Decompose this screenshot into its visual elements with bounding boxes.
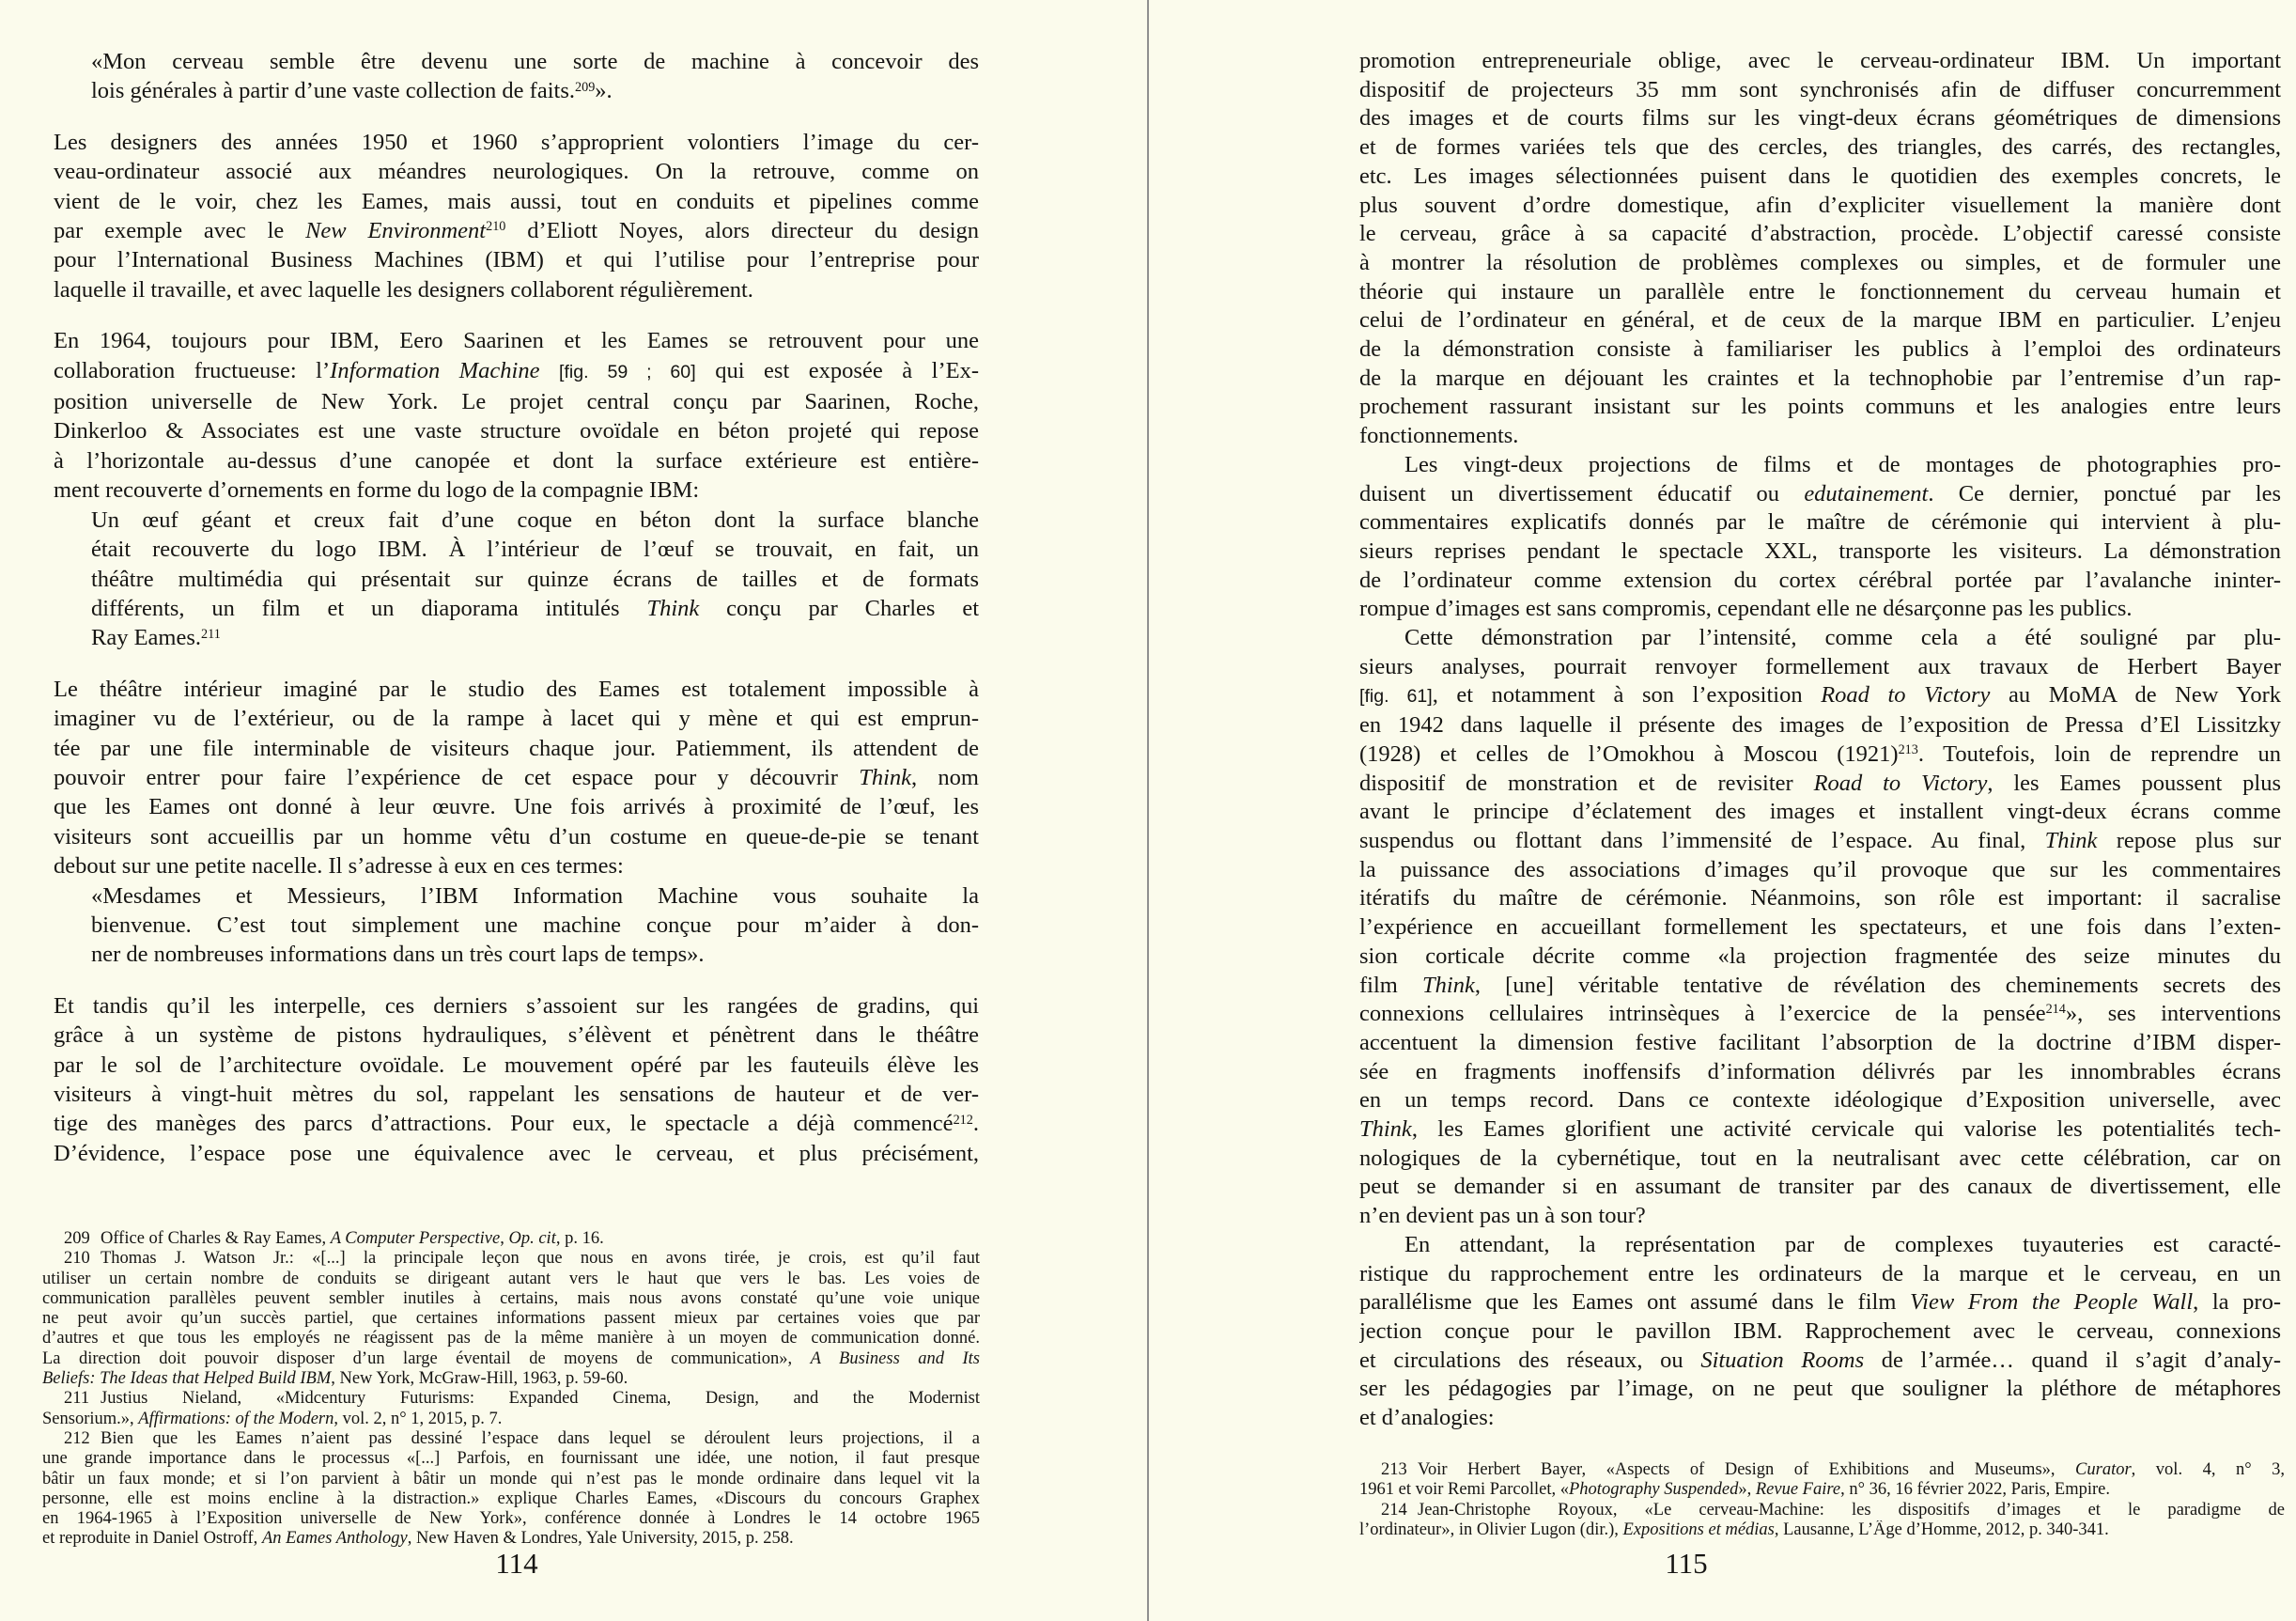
text-line: théorie qui instaure un parallèle entre le fonctionnement du cerveau humain et — [1359, 278, 2281, 304]
text-line: «Mesdames et Messieurs, l’IBM Information Machine vous souhaite la — [91, 882, 979, 909]
text-line: de la démonstration consiste à familiariser les publics à l’emploi des ordinateurs — [1359, 336, 2281, 363]
text-line: Dinkerloo & Associates est une vaste structure ovoïdale en béton projeté qui repose — [54, 418, 979, 444]
text-line: etc. Les images sélectionnées puisent dans le quotidien des exemples concrets, le — [1359, 163, 2281, 189]
text-line: debout sur une petite nacelle. Il s’adresse à eux en ces termes: — [54, 853, 624, 880]
footnote-marker: 210 — [486, 219, 506, 235]
text-line: et d’analogies: — [1359, 1405, 1495, 1431]
text-line: la puissance des associations d’images qu’il provoque que sur les commentaires — [1359, 856, 2281, 882]
text-line: lois générales à partir d’une vaste collection de faits.$^{209}$». — [91, 78, 613, 104]
footnote-line: Beliefs: The Ideas that Helped Build IBM, New York, McGraw-Hill, 1963, p. 59-60. — [42, 1369, 628, 1389]
block-quote — [91, 47, 979, 106]
footnote-line: utiliser un certain nombre de conduits se dirigeant autant vers le haut que vers le bas. Les voies de — [42, 1269, 980, 1288]
footnote-line: La direction doit pouvoir disposer d’un large éventail de moyens de communication», A Business and Its — [42, 1348, 980, 1368]
text-line: et circulations des réseaux, ou Situation Rooms de l’armée… quand il s’agit d’analy- — [1359, 1347, 2281, 1373]
footnote-line: d’autres et que tous les employés ne réagissent pas de la même manière à un moyen de communication donné. — [42, 1329, 980, 1348]
footnote-number: 212 — [64, 1428, 90, 1448]
text-line: Ray Eames.$^{211}$ — [91, 625, 221, 651]
text-line: tige des manèges des parcs d’attractions. Pour eux, le spectacle a déjà commencé$^{212}$. — [54, 1111, 979, 1137]
text-line: le cerveau, grâce à sa capacité d’abstraction, procède. L’objectif caressé consiste — [1359, 221, 2281, 247]
text-line: n’en devient pas un à son tour? — [1359, 1203, 1646, 1229]
footnote-line: communication parallèles peuvent sembler inutiles à certains, mais nous avons constaté qu’une voie unique — [42, 1288, 980, 1308]
text-line: pour l’International Business Machines (IBM) et qui l’utilise pour l’entreprise pour — [54, 247, 979, 273]
text-line: jection conçue pour le pavillon IBM. Rapprochement avec le cerveau, connexions — [1359, 1317, 2281, 1344]
text-line: «Mon cerveau semble être devenu une sorte de machine à concevoir des — [91, 49, 979, 74]
text-line: imaginer vu de l’extérieur, ou de la rampe à lacet qui y mène et qui est emprun- — [54, 706, 979, 732]
text-line: des images et de courts films sur les vingt-deux écrans géométriques de dimensions — [1359, 105, 2281, 132]
footnote-number: 209 — [64, 1229, 90, 1248]
footnote-number: 214 — [1381, 1500, 1407, 1520]
text-line: sée en fragments inoffensifs d’information délivrés par les innombrables écrans — [1359, 1058, 2281, 1084]
text-line: En attendant, la représentation par de complexes tuyauteries est caracté- — [1404, 1231, 2281, 1257]
text-line: dispositif de monstration et de revisiter Road to Victory, les Eames poussent plus — [1359, 770, 2281, 796]
text-line: collaboration fructueuse: l’Information Machine [fig. 59 ; 60] qui est exposée à l’Ex- — [54, 357, 979, 383]
footnote-first-line: 210 Thomas J. Watson Jr.: «[...] la principale leçon que nous en avons tirée, je crois, est qu’il faut — [64, 1249, 980, 1269]
text-line: fonctionnements. — [1359, 423, 1519, 449]
text-line: dispositif de projecteurs 35 mm sont synchronisés afin de diffuser concurremment — [1359, 76, 2281, 102]
footnote-line: et reproduite in Daniel Ostroff, An Eames Anthology, New Haven & Londres, Yale University, 2015, p. 258. — [42, 1529, 794, 1549]
text-line: Les designers des années 1950 et 1960 s’approprient volontiers l’image du cer- — [54, 129, 979, 155]
text-line: pouvoir entrer pour faire l’expérience de cet espace pour y découvrir Think, nom — [54, 764, 979, 790]
paragraph — [1359, 1231, 2281, 1433]
text-line: ner de nombreuses informations dans un très court laps de temps». — [91, 942, 705, 968]
text-line: Think, les Eames glorifient une activité cervicale qui valorise les potentialités tech- — [1359, 1116, 2281, 1143]
text-line: connexions cellulaires intrinsèques à l’exercice de la pensée$^{214}$», ses interventions — [1359, 1001, 2281, 1027]
text-line: accentuent la dimension festive facilitant l’absorption de la doctrine d’IBM disper- — [1359, 1029, 2281, 1055]
text-line: à montrer la résolution de problèmes complexes ou simples, et de formuler une — [1359, 249, 2281, 275]
page-115-number: 115 — [1665, 1547, 1708, 1580]
text-line: en 1942 dans laquelle il présente des images de l’exposition de Pressa d’El Lissitzky — [1359, 712, 2281, 739]
paragraph — [1359, 624, 2281, 1231]
text-line: Cette démonstration par l’intensité, comme cela a été souligné par plu- — [1404, 625, 2281, 651]
text-line: bienvenue. C’est tout simplement une machine conçue pour m’aider à don- — [91, 912, 979, 938]
text-line: plus souvent d’ordre domestique, afin d’expliciter visuellement la manière dont — [1359, 192, 2281, 218]
text-line: à l’horizontale au-dessus d’une canopée et dont la surface extérieure est entière- — [54, 447, 979, 474]
footnote-line: Sensorium.», Affirmations: of the Modern, vol. 2, n° 1, 2015, p. 7. — [42, 1409, 503, 1428]
text-line: grâce à un système de pistons hydrauliques, s’élèvent et pénètrent dans le théâtre — [54, 1022, 979, 1049]
text-line: sieurs analyses, pourrait renvoyer formellement aux travaux de Herbert Bayer — [1359, 653, 2281, 679]
footnote-first-line: 211 Justius Nieland, «Midcentury Futurisms: Expanded Cinema, Design, and the Modernist — [64, 1389, 980, 1409]
text-line: prochement rassurant insistant sur les points communs et les analogies entre leurs — [1359, 394, 2281, 420]
text-line: laquelle il travaille, et avec laquelle les designers collaborent régulièrement. — [54, 276, 753, 303]
footnote-line: bâtir un faux monde; et si l’on parvient à bâtir un monde qui n’est pas le monde ordinaire dans lequel vit la — [42, 1469, 980, 1489]
text-line: rompue d’images est sans compromis, cependant elle ne désarçonne pas les publics. — [1359, 596, 2133, 622]
footnote-first-line: 209 Office of Charles & Ray Eames, A Computer Perspective, Op. cit, p. 16. — [64, 1229, 604, 1248]
page-115-footnotes — [1359, 1460, 2285, 1540]
page-114-body — [54, 47, 979, 1168]
text-line: ser les pédagogies par l’image, on ne peut que souligner la pléthore de métaphores — [1359, 1376, 2281, 1402]
footnote-marker: 209 — [574, 79, 596, 95]
text-line: position universelle de New York. Le projet central conçu par Saarinen, Roche, — [54, 389, 979, 415]
page-115-body — [1359, 47, 2281, 1433]
text-line: ment recouverte d’ornements en forme du logo de la compagnie IBM: — [54, 477, 700, 504]
footnote-number: 213 — [1381, 1460, 1407, 1479]
footnote-line: personne, elle est moins encline à la distraction.» explique Charles Eames, «Discours du concours Graphex — [42, 1489, 980, 1508]
text-line: celui de l’ordinateur en général, et de ceux de la marque IBM en particulier. L’enjeu — [1359, 307, 2281, 334]
text-line: Le théâtre intérieur imaginé par le studio des Eames est totalement impossible à — [54, 676, 979, 702]
text-line: duisent un divertissement éducatif ou edutainement. Ce dernier, ponctué par les — [1359, 480, 2281, 507]
block-quote — [91, 506, 979, 653]
footnote-line: une grande importance dans le processus «[...] Parfois, en fournissant une idée, une notion, il faut presque — [42, 1449, 980, 1469]
text-line: nologiques de la cybernétique, tout en la neutralisant avec cette célébration, car on — [1359, 1145, 2281, 1171]
text-line: D’évidence, l’espace pose une équivalence avec le cerveau, et plus précisément, — [54, 1140, 979, 1166]
text-line: [fig. 61], et notamment à son l’exposition Road to Victory au MoMA de New York — [1359, 682, 2281, 709]
footnote-line: en 1964-1965 à l’Exposition universelle de New York», conférence donnée à Londres le 14 octobre 1965 — [42, 1509, 980, 1529]
text-line: Et tandis qu’il les interpelle, ces derniers s’assoient sur les rangées de gradins, qui — [54, 992, 979, 1019]
paragraph — [1359, 47, 2281, 451]
footnote-marker: 214 — [2045, 1002, 2066, 1018]
paragraph — [1359, 451, 2281, 624]
text-line: veau-ordinateur associé aux méandres neurologiques. On la retrouve, comme on — [54, 159, 979, 185]
block-quote — [91, 881, 979, 970]
footnote-first-line: 212 Bien que les Eames n’aient pas dessiné l’espace dans lequel se déroulent leurs projections, il a — [64, 1428, 980, 1448]
text-line: En 1964, toujours pour IBM, Eero Saarinen et les Eames se retrouvent pour une — [54, 328, 979, 354]
footnote-first-line: 213 Voir Herbert Bayer, «Aspects of Design of Exhibitions and Museums», Curator, vol. 4, n° 3, — [1381, 1460, 2285, 1479]
text-line: Un œuf géant et creux fait d’une coque en béton dont la surface blanche — [91, 507, 979, 533]
text-line: de la marque en déjouant les craintes et la technophobie par l’entremise d’un rap- — [1359, 365, 2281, 391]
figure-reference: [fig. 59 ; 60] — [559, 361, 696, 382]
text-line: visiteurs à vingt-huit mètres du sol, rappelant les sensations de hauteur et de ver- — [54, 1082, 979, 1107]
paragraph — [54, 675, 979, 881]
text-line: par le sol de l’architecture ovoïdale. Le mouvement opéré par les fauteuils élève les — [54, 1052, 979, 1078]
text-line: peut se demander si en assumant de transiter par des canaux de divertissement, elle — [1359, 1174, 2281, 1200]
text-line: avant le principe d’éclatement des images et installent vingt-deux écrans comme — [1359, 799, 2281, 825]
footnote-line: 1961 et voir Remi Parcollet, «Photography Suspended», Revue Faire, n° 36, 16 février 2022, Paris, Empire. — [1359, 1480, 2110, 1500]
text-line: parallélisme que les Eames ont assumé dans le film View From the People Wall, la pro- — [1359, 1289, 2281, 1316]
text-line: différents, un film et un diaporama intitulés Think conçu par Charles et — [91, 595, 979, 621]
text-line: en un temps record. Dans ce contexte idéologique d’Exposition universelle, avec — [1359, 1087, 2281, 1114]
text-line: était recouverte du logo IBM. À l’intérieur de l’œuf se trouvait, en fait, un — [91, 537, 979, 563]
text-line: que les Eames ont donné à leur œuvre. Une fois arrivés à proximité de l’œuf, les — [54, 794, 979, 820]
text-line: l’expérience en accueillant formellement les spectateurs, et une fois dans l’exten- — [1359, 914, 2281, 941]
paragraph — [54, 128, 979, 304]
footnote-marker: 212 — [953, 1112, 973, 1128]
paragraph — [54, 326, 979, 505]
text-line: itératifs du maître de cérémonie. Néanmoins, son rôle est important: il sacralise — [1359, 885, 2281, 912]
footnote-line: ne peut avoir qu’un succès partiel, que certaines informations passent mieux par certaines voies que par — [42, 1309, 980, 1329]
text-line: sion corticale décrite comme «la projection fragmentée des seize minutes du — [1359, 943, 2281, 969]
text-line: sieurs reprises pendant le spectacle XXL, transporte les visiteurs. La démonstration — [1359, 538, 2281, 564]
text-line: film Think, [une] véritable tentative de révélation des cheminements secrets des — [1359, 972, 2281, 998]
footnote-number: 211 — [64, 1389, 90, 1409]
text-line: visiteurs sont accueillis par un homme vêtu d’un costume en queue-de-pie se tenant — [54, 823, 979, 849]
text-line: tée par une file interminable de visiteurs chaque jour. Patiemment, ils attendent de — [54, 735, 979, 761]
page-114-number: 114 — [495, 1547, 538, 1580]
text-line: théâtre multimédia qui présentait sur quinze écrans de tailles et de formats — [91, 566, 979, 592]
text-line: vient de le voir, chez les Eames, mais aussi, tout en conduits et pipelines comme — [54, 188, 979, 214]
footnote-number: 210 — [64, 1249, 90, 1269]
text-line: de l’ordinateur comme extension du cortex cérébral portée par l’avalanche ininter- — [1359, 567, 2281, 593]
text-line: ristique du rapprochement entre les ordinateurs de la marque et le cerveau, en un — [1359, 1260, 2281, 1286]
text-line: par exemple avec le New Environment$^{210}$ d’Eliott Noyes, alors directeur du design — [54, 218, 979, 244]
footnote-marker: 211 — [201, 626, 221, 642]
text-line: commentaires explicatifs donnés par le maître de cérémonie qui intervient à plu- — [1359, 509, 2281, 536]
figure-reference: [fig. 61] — [1359, 686, 1433, 708]
footnote-line: l’ordinateur», in Olivier Lugon (dir.), Expositions et médias, Lausanne, L’Âge d’Homme, 2012, p. 340-341. — [1359, 1520, 2109, 1539]
text-line: (1928) et celles de l’Omokhou à Moscou $(1921)^{213}$. Toutefois, loin de reprendre un — [1359, 740, 2281, 767]
page-115 — [1148, 0, 2296, 1621]
text-line: Les vingt-deux projections de films et de montages de photographies pro- — [1404, 451, 2281, 477]
footnote-first-line: 214 Jean-Christophe Royoux, «Le cerveau-Machine: les dispositifs d’images et le paradigme de — [1381, 1500, 2285, 1520]
text-line: et de formes variées tels que des cercles, des triangles, des carrés, des rectangles, — [1359, 134, 2281, 161]
text-line: suspendus ou flottant dans l’immensité de l’espace. Au final, Think repose plus sur — [1359, 827, 2281, 853]
footnote-marker: 213 — [1898, 742, 1918, 758]
page-114-footnotes — [42, 1229, 980, 1550]
text-line: promotion entrepreneuriale oblige, avec le cerveau-ordinateur IBM. Un important — [1359, 48, 2281, 73]
paragraph — [54, 991, 979, 1168]
